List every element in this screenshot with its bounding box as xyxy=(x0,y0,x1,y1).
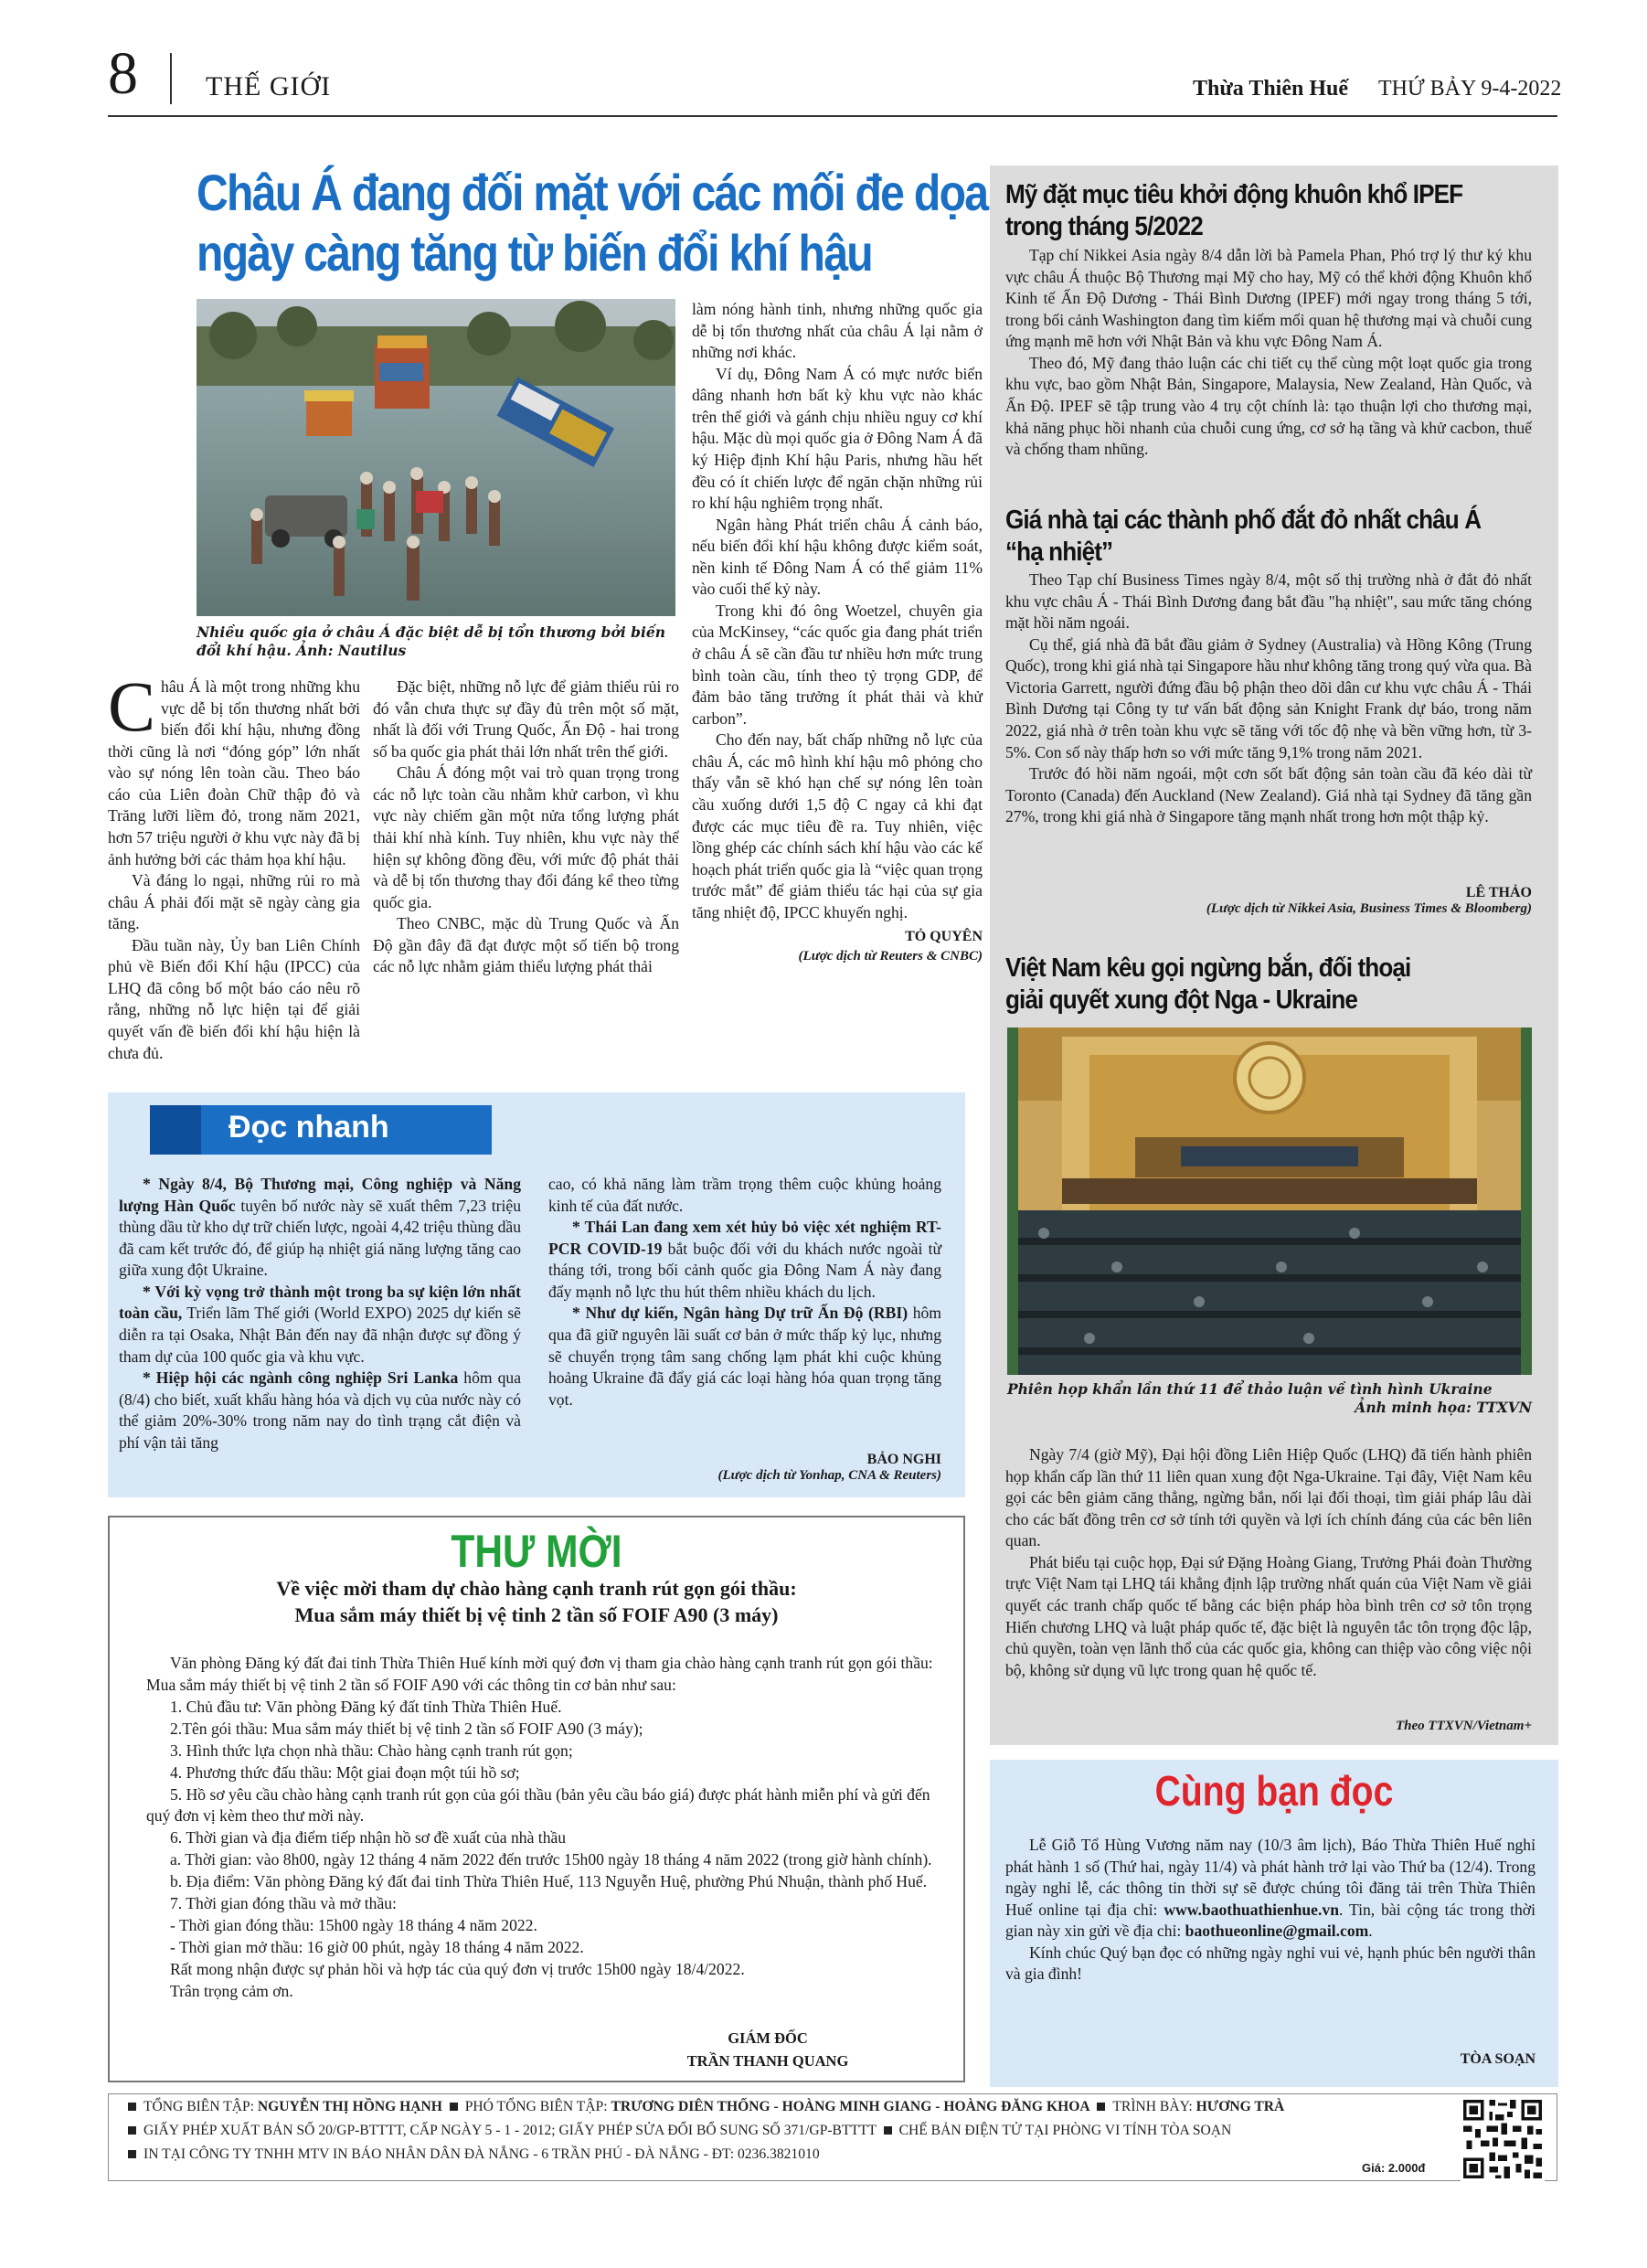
reader-notice-body xyxy=(1005,1835,1535,1986)
paragraph: Trước đó hồi năm ngoái, một cơn sốt bất động sản toàn cầu đã kéo dài từ Toronto (Canada) đến Auckland (New Zealand). Giá nhà tại Sydney đã tăng gần 27%, trong khi giá nhà ở Singapore tăng mạnh nhất trong hơn một thập kỷ. xyxy=(1005,764,1532,826)
paragraph: Tạp chí Nikkei Asia ngày 8/4 dẫn lời bà Pamela Phan, Phó trợ lý thư ký khu vực châu Á thuộc Bộ Thương mại Mỹ cho hay, Mỹ có thể khởi động Khuôn khổ Kinh tế Ấn Độ Dương - Thái Bình Dương (IPEF) mới ngay trong tháng 5 tới, trong bối cảnh Washington đang tìm kiếm mối quan hệ thương mại và chuỗi cung ứng mạnh mẽ hơn với Nhật Bản và khu vực Đông Nam Á. xyxy=(1005,246,1532,351)
paragraph: Phát biểu tại cuộc họp, Đại sứ Đặng Hoàng Giang, Trưởng Phái đoàn Thường trực Việt Nam tại LHQ tái khẳng định lập trường nhất quán của Việt Nam về giải quyết các tranh chấp quốc tế bằng các biện pháp hòa bình trên cơ sở tôn trọng Hiến chương LHQ và luật pháp quốc tế, đặc biệt là nguyên tắc tôn trọng độc lập, chủ quyền, toàn vẹn lãnh thổ của các quốc gia, không can thiệp vào công việc nội bộ, không sử dụng vũ lực trong quan hệ quốc tế. xyxy=(1005,1552,1532,1679)
invitation-title: THƯ MỜI xyxy=(451,1526,622,1577)
main-article-column-3 xyxy=(692,299,983,965)
quick-read-column-1 xyxy=(119,1174,521,1453)
quick-read-credit xyxy=(548,1448,941,1484)
news-item: * Như dự kiến, Ngân hàng Dự trữ Ấn Độ (RBI) hôm qua đã giữ nguyên lãi suất cơ bản ở mức thấp kỷ lục, nhưng sẽ chuyển trọng tâm sang chống lạm phát khi cuộc khủng hoảng Ukraine đã đẩy giá các loại hàng hóa quan trọng tăng vọt. xyxy=(548,1304,941,1409)
article-author: TỎ QUYÊN xyxy=(905,929,983,945)
paragraph: Ngày 7/4 (giờ Mỹ), Đại hội đồng Liên Hiệp Quốc (LHQ) đã tiến hành phiên họp khẩn cấp lần thứ 11 liên quan xung đột Nga-Ukraine. Tại đây, Việt Nam kêu gọi các bên giảm căng thẳng, ngừng bắn, nối lại đối thoại, tìm giải pháp lâu dài cho các bất đồng trên cơ sở tính tới quyền và lợi ích chính đáng của các bên liên quan. xyxy=(1005,1445,1532,1550)
paragraph: Kính chúc Quý bạn đọc có những ngày nghỉ vui vẻ, hạnh phúc bên người thân và gia đình! xyxy=(1005,1943,1535,1984)
un-article-credit xyxy=(1005,1719,1532,1734)
article-author: LÊ THẢO xyxy=(1465,885,1532,900)
list-item: b. Địa điểm: Văn phòng Đăng ký đất đai tỉnh Thừa Thiên Huế, 113 Nguyễn Huệ, phường Phú Nhuận, thành phố Huế. xyxy=(170,1872,928,1891)
list-item: 4. Phương thức đấu thầu: Một giai đoạn một túi hồ sơ; xyxy=(170,1762,520,1782)
paragraph: Ngân hàng Phát triển châu Á cảnh báo, nếu biến đổi khí hậu không được kiểm soát, nền kinh tế Đông Nam Á có thể giảm 11% vào cuối thế kỷ này. xyxy=(692,515,983,599)
un-photo-caption: Phiên họp khẩn lần thứ 11 để thảo luận về tình hình Ukraine Ảnh minh họa: TTXVN xyxy=(1007,1380,1532,1417)
price-label: Giá: 2.000đ xyxy=(1362,2161,1426,2175)
list-item: a. Thời gian: vào 8h00, ngày 12 tháng 4 năm 2022 đến trước 15h00 ngày 18 tháng 4 năm 2022 (trong giờ hành chính). xyxy=(170,1850,932,1869)
paragraph: Trong khi đó ông Woetzel, chuyên gia của McKinsey, “các quốc gia đang phát triển ở châu Á sẽ cần đầu tư nhiều hơn mức trung bình toàn cầu, tính theo tỷ trọng GDP, để đảm bảo tăng trưởng ít phát thải và khử carbon”. xyxy=(692,601,983,728)
article-source: Theo TTXVN/Vietnam+ xyxy=(1396,1719,1532,1733)
main-title-line1: Châu Á đang đối mặt với các mối đe dọa xyxy=(197,164,988,221)
paragraph: Cụ thể, giá nhà đã bắt đầu giảm ở Sydney (Australia) và Hồng Kông (Trung Quốc), trong khi giá nhà tại Singapore hầu như không tăng trong quý vừa qua. Bà Victoria Garrett, người đứng đầu bộ phận theo dõi dân cư khu vực châu Á - Thái Bình Dương tại Công ty tư vấn bất động sản Knight Frank dự báo, trong năm 2022, giá nhà ở trên toàn khu vực sẽ tăng với tốc độ nhẹ và bền vững hơn, từ 3-5%. Con số này thấp hơn so với mức tăng 9,1% trong năm 2021. xyxy=(1005,634,1532,761)
paragraph: Đầu tuần này, Ủy ban Liên Chính phủ về Biến đổi Khí hậu (IPCC) của LHQ đã công bố một báo cáo nêu rõ rằng, những nỗ lực hiện tại để giải quyết vấn đề biến đổi khí hậu hiện là chưa đủ. xyxy=(108,935,360,1062)
page-number: 8 xyxy=(108,40,138,107)
article-author: TÒA SOẠN xyxy=(1460,2051,1535,2067)
paragraph: Cho đến nay, bất chấp những nỗ lực của châu Á, các mô hình khí hậu mô phỏng cho thấy vẫn sẽ khó hạn chế sự nóng lên toàn cầu xuống dưới 1,5 độ C ngay cả khi đạt được các mục tiêu đề ra. Tuy nhiên, việc lồng ghép các chính sách khí hậu vào các kế hoạch phát triển quốc gia là “việc quan trọng trước mắt” để giảm thiểu tác hại của sự gia tăng nhiệt độ, IPCC khuyến nghị. xyxy=(692,730,983,921)
paragraph: Châu Á đóng một vai trò quan trọng trong các nỗ lực toàn cầu nhằm khử carbon, vì khu vực này chiếm gần một nửa tổng lượng phát thải khí nhà kính. Tuy nhiên, khu vực này thể hiện sự không đồng đều, với mức độ phát thải và dễ bị tổn thương thay đổi đáng kể theo từng quốc gia. xyxy=(373,763,679,911)
article-source: (Lược dịch từ Yonhap, CNA & Reuters) xyxy=(717,1468,941,1483)
quick-read-column-2 xyxy=(548,1174,941,1411)
list-item: - Thời gian mở thầu: 16 giờ 00 phút, ngày 18 tháng 4 năm 2022. xyxy=(170,1937,584,1956)
invitation-subtitle: Về việc mời tham dự chào hàng cạnh tranh rút gọn gói thầu: Mua sắm máy thiết bị vệ tinh 2 tần số FOIF A90 (3 máy) xyxy=(276,1577,797,1626)
quick-read-title: Đọc nhanh xyxy=(228,1110,389,1145)
footer-line-printer: IN TẠI CÔNG TY TNHH MTV IN BÁO NHÂN DÂN ĐÀ NẴNG - 6 TRẦN PHÚ - ĐÀ NẴNG - ĐT: 0236.3821010 xyxy=(128,2146,820,2163)
news-item: * Thái Lan đang xem xét hủy bỏ việc xét nghiệm RT-PCR COVID-19 bắt buộc đối với du khách nước ngoài từ tháng tới, trong bối cảnh quốc gia Đông Nam Á này đang đẩy mạnh nỗ lực thu hút thêm nhiều khách du lịch. xyxy=(548,1218,941,1301)
header-rule xyxy=(108,115,1557,117)
invitation-signature: GIÁM ĐỐC TRẦN THANH QUANG xyxy=(686,2029,849,2070)
paragraph: Trân trọng cảm ơn. xyxy=(170,1981,293,2000)
list-item: 3. Hình thức lựa chọn nhà thầu: Chào hàng cạnh tranh rút gọn; xyxy=(170,1741,573,1760)
list-item: 7. Thời gian đóng thầu và mở thầu: xyxy=(170,1894,397,1913)
header-divider xyxy=(170,53,172,104)
article-source: (Lược dịch từ Nikkei Asia, Business Times & Bloomberg) xyxy=(1206,901,1532,916)
list-item: 5. Hồ sơ yêu cầu chào hàng cạnh tranh rút gọn của gói thầu (bản yêu cầu báo giá) được phát hành miễn phí và gửi đến quý đơn vị kèm theo thư mời này. xyxy=(146,1784,930,1826)
list-item: 2.Tên gói thầu: Mua sắm máy thiết bị vệ tinh 2 tần số FOIF A90 (3 máy); xyxy=(170,1719,643,1738)
housing-article-credit xyxy=(1005,881,1532,917)
paragraph: Theo Tạp chí Business Times ngày 8/4, một số thị trường nhà ở đắt đỏ nhất khu vực châu Á - Thái Bình Dương đang bắt đầu "hạ nhiệt", sau mức tăng chóng mặt hồi năm ngoái. xyxy=(1005,570,1532,633)
paragraph: Châu Á là một trong những khu vực dễ bị tổn thương nhất bởi biến đổi khí hậu, nhưng đồng thời cũng là nơi “đóng góp” lớn nhất vào sự nóng lên toàn cầu. Theo báo cáo của Liên đoàn Chữ thập đỏ và Trăng lưỡi liềm đỏ, trong năm 2021, hơn 57 triệu người ở khu vực này đã bị ảnh hưởng bởi các thảm họa khí hậu. xyxy=(108,666,360,868)
paragraph: Theo đó, Mỹ đang thảo luận các chi tiết cụ thể cùng một loạt quốc gia trong khu vực, bao gồm Nhật Bản, Singapore, Malaysia, New Zealand, Hàn Quốc, và Ấn Độ. IPEF sẽ tập trung vào 4 trụ cột chính là: tạo thuận lợi cho thương mại, khả năng phục hồi nhanh của chuỗi cung ứng, cơ sở hạ tầng và khử cacbon, thuế và chống tham nhũng. xyxy=(1005,353,1532,459)
paragraph: Văn phòng Đăng ký đất đai tỉnh Thừa Thiên Huế kính mời quý đơn vị tham gia chào hàng cạnh tranh rút gọn gói thầu: Mua sắm máy thiết bị vệ tinh 2 tần số FOIF A90 với các thông tin cơ bản như sau: xyxy=(146,1654,933,1694)
list-item: 6. Thời gian và địa điểm tiếp nhận hồ sơ đề xuất của nhà thầu xyxy=(170,1828,567,1847)
article-source: (Lược dịch từ Reuters & CNBC) xyxy=(798,948,983,964)
housing-article-body xyxy=(1005,570,1532,828)
un-article-title: Việt Nam kêu gọi ngừng bắn, đối thoại giải quyết xung đột Nga - Ukraine xyxy=(1005,953,1411,1016)
flood-photo xyxy=(197,299,675,616)
paragraph: Và đáng lo ngại, những rủi ro mà châu Á phải đối mặt sẽ ngày càng gia tăng. xyxy=(108,871,360,933)
main-photo-caption: Nhiều quốc gia ở châu Á đặc biệt dễ bị tổn thương bởi biến đổi khí hậu. Ảnh: Nautilus xyxy=(197,623,665,660)
paragraph: Đặc biệt, những nỗ lực để giảm thiểu rủi ro đó vẫn chưa thực sự đầy đủ trên một số mặt, nhất là đối với Trung Quốc, Ấn Độ - hai trong số ba quốc gia phát thải lớn nhất trên thế giới. xyxy=(373,677,679,761)
main-article-title xyxy=(197,163,988,283)
photo-credit: Ảnh minh họa: TTXVN xyxy=(1355,1399,1532,1417)
paragraph: Ví dụ, Đông Nam Á có mực nước biển dâng nhanh hơn bất kỳ khu vực nào khác trên thế giới và gánh chịu nhiều nguy cơ khí hậu. Mặc dù mọi quốc gia ở Đông Nam Á đã ký Hiệp định Khí hậu Paris, nhưng hầu hết đều có ít chiến lược để ngăn chặn những rủi ro khí hậu nghiêm trọng nhất. xyxy=(692,364,983,513)
paragraph: Theo CNBC, mặc dù Trung Quốc và Ấn Độ gần đây đã đạt được một số tiến bộ trong các nỗ lực nhằm giảm thiểu lượng phát thải xyxy=(373,914,679,976)
newspaper-brand: Thừa Thiên Huế xyxy=(1193,77,1349,101)
list-item: - Thời gian đóng thầu: 15h00 ngày 18 tháng 4 năm 2022. xyxy=(170,1916,537,1935)
footer-line-editors: TỔNG BIÊN TẬP: NGUYỄN THỊ HỒNG HẠNH PHÓ TỔNG BIÊN TẬP: TRƯƠNG DIÊN THỐNG - HOÀNG MINH GIANG - HOÀNG ĐĂNG KHOA TRÌNH BÀY: HƯƠNG TRÀ xyxy=(128,2099,1284,2115)
news-item: * Hiệp hội các ngành công nghiệp Sri Lanka hôm qua (8/4) cho biết, xuất khẩu hàng hóa và dịch vụ của nước này có thể giảm 20%-30% trong năm nay do tình trạng cắt điện và phí vận tải tăng xyxy=(119,1368,521,1452)
email-link[interactable]: baothueonline@gmail.com xyxy=(1185,1922,1369,1941)
section-title: THẾ GIỚI xyxy=(206,71,332,101)
un-assembly-photo xyxy=(1007,1028,1532,1375)
issue-date: THỨ BẢY 9-4-2022 xyxy=(1378,77,1562,101)
ipef-article-title: Mỹ đặt mục tiêu khởi động khuôn khổ IPEF trong tháng 5/2022 xyxy=(1005,180,1463,242)
main-article-column-1 xyxy=(108,666,360,1064)
reader-notice-credit xyxy=(1005,2048,1535,2068)
news-item: * Với kỳ vọng trở thành một trong ba sự kiện lớn nhất toàn cầu, Triển lãm Thế giới (World EXPO) 2025 dự kiến sẽ diễn ra tại Osaka, Nhật Bản đến nay đã nhận được sự đồng ý tham dự của 100 quốc gia và khu vực. xyxy=(119,1282,521,1366)
website-link[interactable]: www.baothuathienhue.vn xyxy=(1164,1900,1339,1919)
main-article-column-2 xyxy=(373,676,679,978)
invitation-body xyxy=(146,1653,941,2003)
reader-notice-title: Cùng bạn đọc xyxy=(1154,1767,1394,1815)
article-author: BẢO NGHI xyxy=(866,1452,941,1467)
news-item: cao, có khả năng làm trầm trọng thêm cuộc khủng hoảng kinh tế của đất nước. xyxy=(548,1175,941,1215)
housing-article-title: Giá nhà tại các thành phố đắt đỏ nhất châu Á “hạ nhiệt” xyxy=(1005,506,1482,568)
news-item: * Ngày 8/4, Bộ Thương mại, Công nghiệp và Năng lượng Hàn Quốc tuyên bố nước này sẽ xuất thêm 7,23 triệu thùng dầu từ kho dự trữ chiến lược, ngoài 4,42 triệu thùng dầu đã cam kết trước đó, để giúp hạ nhiệt giá năng lượng tăng cao giữa xung đột Ukraine. xyxy=(119,1175,521,1280)
qr-code-icon[interactable] xyxy=(1461,2097,1545,2181)
paragraph: Lễ Giỗ Tổ Hùng Vương năm nay (10/3 âm lịch), Báo Thừa Thiên Huế nghỉ phát hành 1 số (Thứ hai, ngày 11/4) và phát hành trở lại vào Thứ ba (12/4). Trong ngày nghỉ lễ, các thông tin thời sự sẽ được chúng tôi đăng tải trên Thừa Thiên Huế online tại địa chỉ: www.baothuathienhue.vn. Tin, bài cộng tác trong thời gian này xin gửi về địa chỉ: baothueonline@gmail.com. xyxy=(1005,1836,1535,1941)
footer-line-license: GIẤY PHÉP XUẤT BẢN SỐ 20/GP-BTTTT, CẤP NGÀY 5 - 1 - 2012; GIẤY PHÉP SỬA ĐỔI BỔ SUNG SỐ 371/GP-BTTTT CHẾ BẢN ĐIỆN TỬ TẠI PHÒNG VI TÍNH TÒA SOẠN xyxy=(128,2123,1231,2139)
list-item: 1. Chủ đầu tư: Văn phòng Đăng ký đất tỉnh Thừa Thiên Huế. xyxy=(170,1697,562,1716)
paragraph: Rất mong nhận được sự phản hồi và hợp tác của quý đơn vị trước 15h00 ngày 18/4/2022. xyxy=(170,1959,745,1978)
ipef-article-body xyxy=(1005,245,1532,461)
main-title-line2: ngày càng tăng từ biến đổi khí hậu xyxy=(197,224,872,282)
un-article-body xyxy=(1005,1444,1532,1681)
dropcap: C xyxy=(108,666,156,746)
paragraph: làm nóng hành tinh, nhưng những quốc gia dễ bị tổn thương nhất của châu Á lại nằm ở những nơi khác. xyxy=(692,300,983,362)
quick-read-banner-accent xyxy=(150,1105,201,1155)
